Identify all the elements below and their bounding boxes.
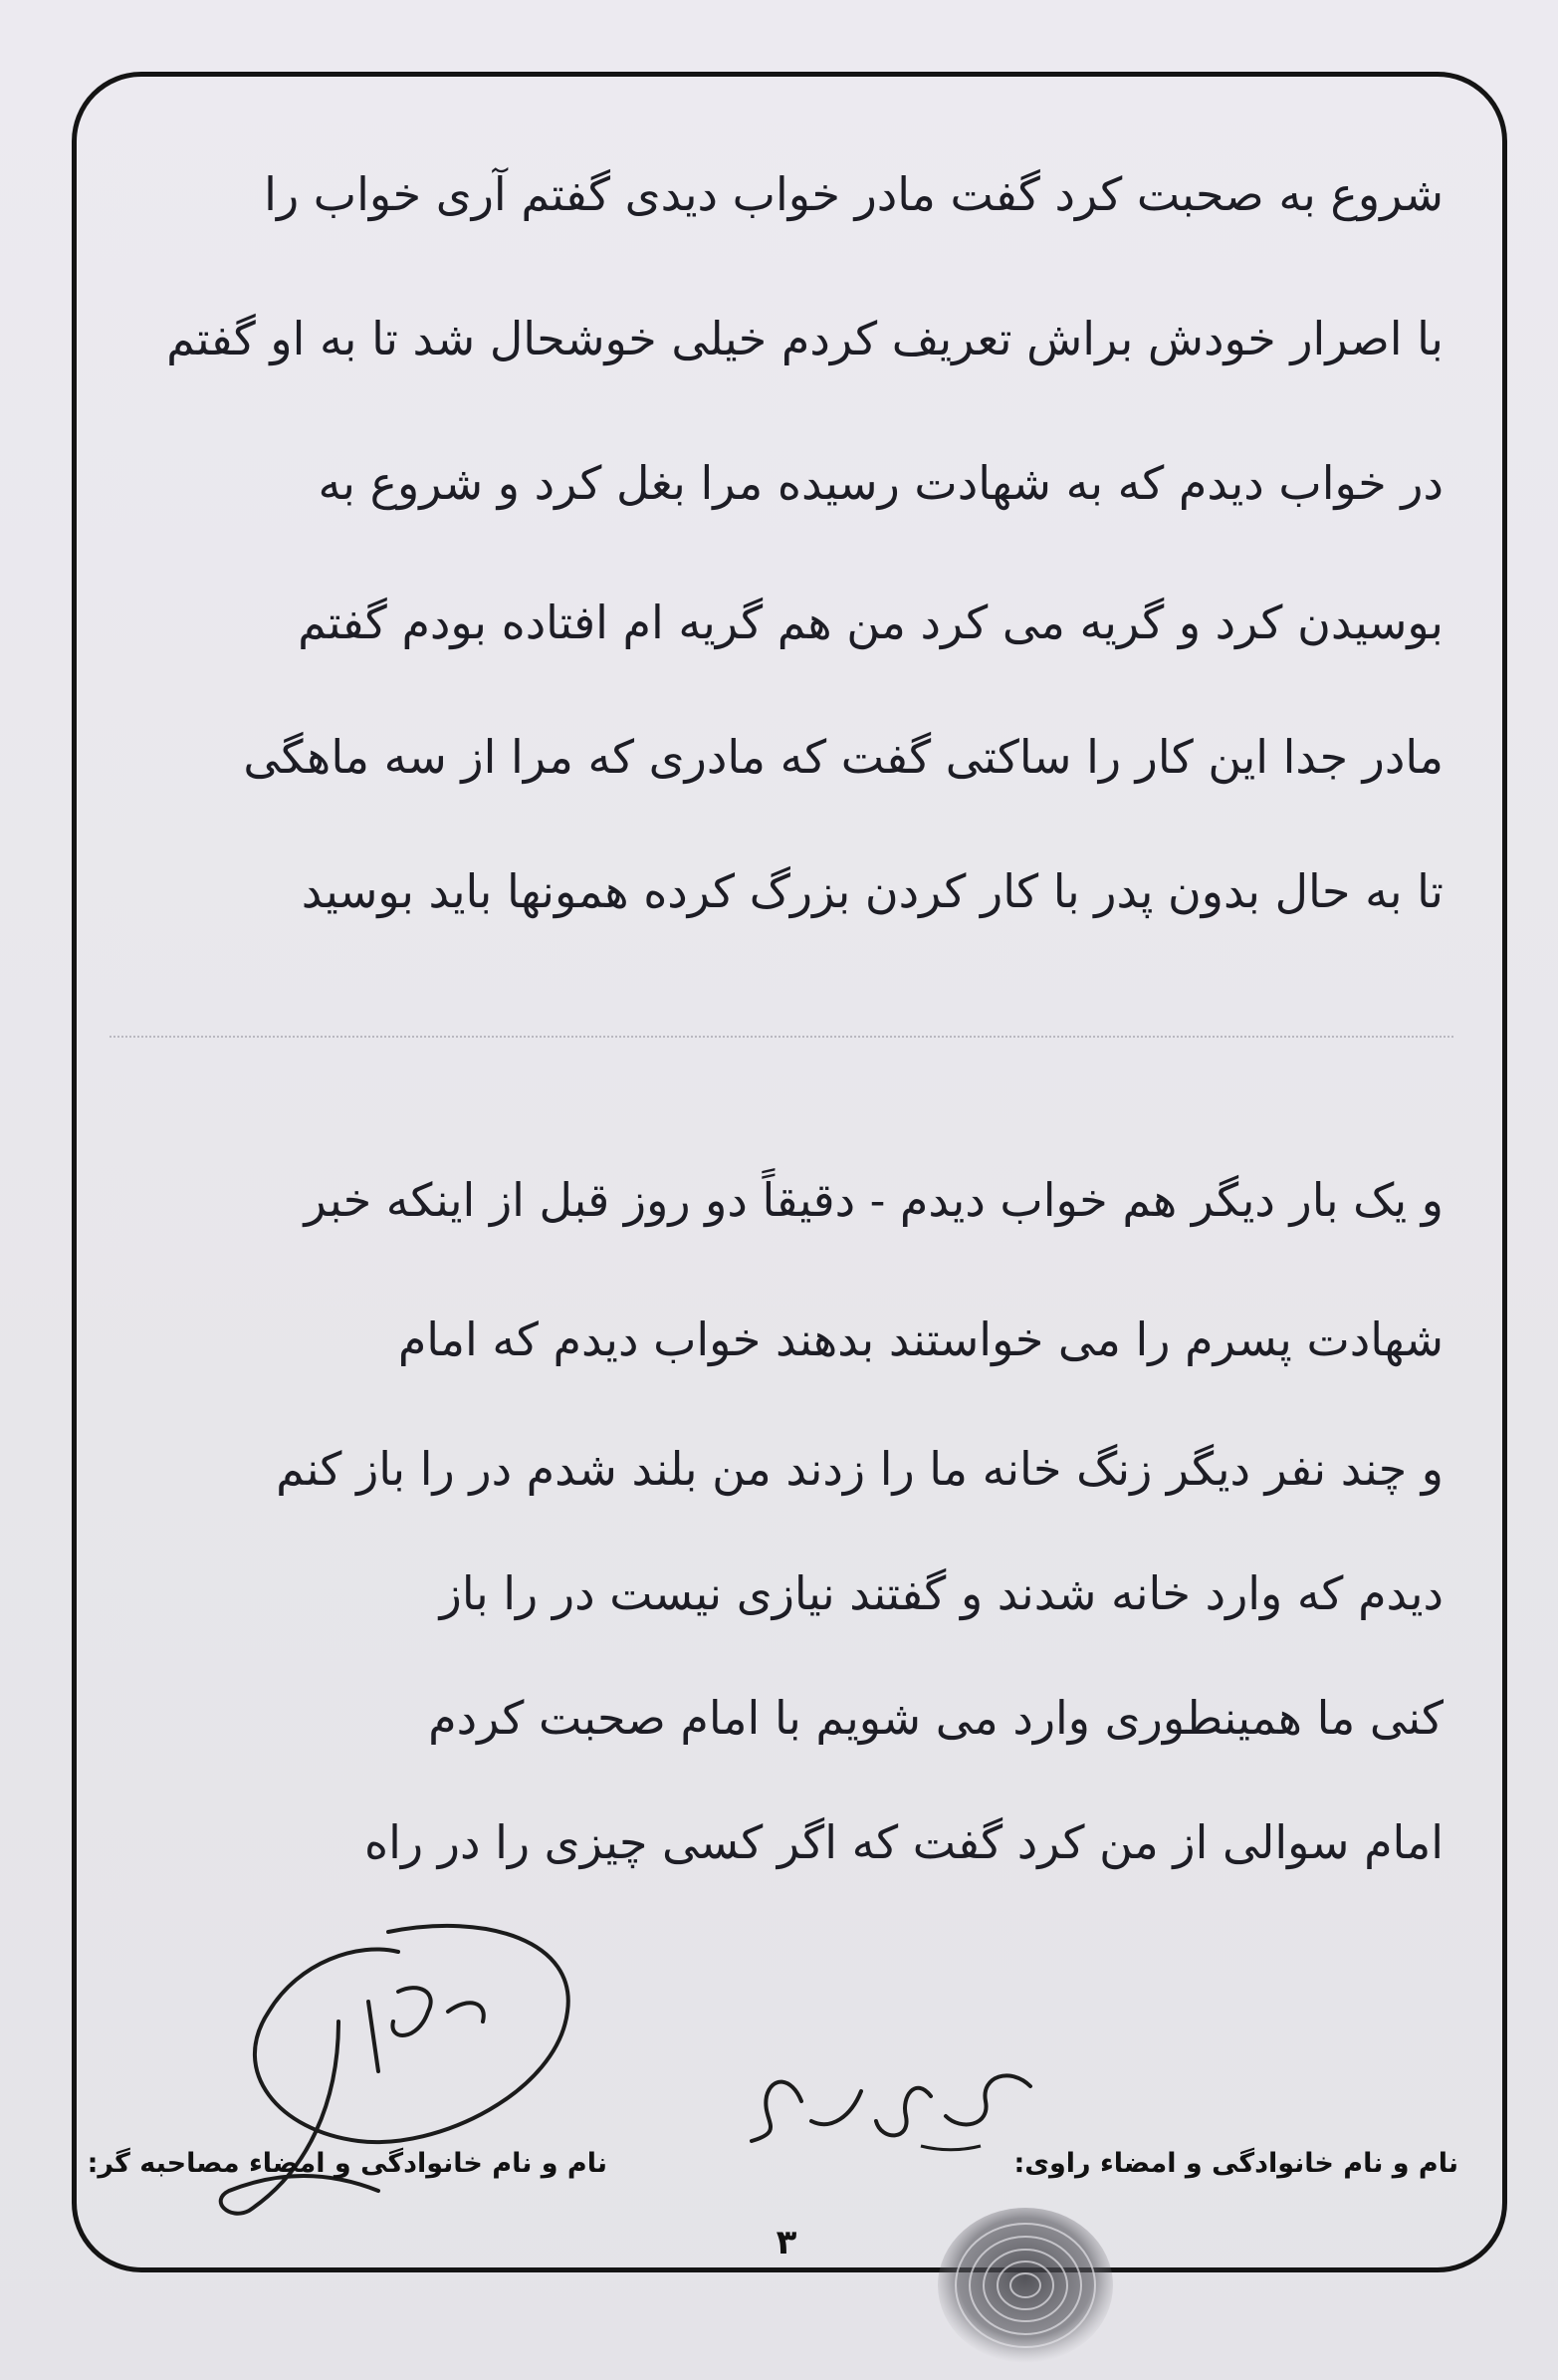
handwritten-line: و یک بار دیگر هم خواب دیدم - دقیقاً دو روز قبل از اینکه خبر [304, 1173, 1444, 1227]
handwritten-line: با اصرار خودش براش تعریف کردم خیلی خوشحال شد تا به او گفتم [166, 312, 1444, 365]
handwritten-line: در خواب دیدم که به شهادت رسیده مرا بغل کرد و شروع به [318, 456, 1444, 510]
narrator-signature-label: نام و نام خانوادگی و امضاء راوی: [1013, 2148, 1458, 2179]
handwritten-line: دیدم که وارد خانه شدند و گفتند نیازی نیست در را باز [439, 1566, 1444, 1620]
interviewer-signature-label: نام و نام خانوادگی و امضاء مصاحبه گر: [87, 2148, 607, 2179]
handwritten-line: و چند نفر دیگر زنگ خانه ما را زدند من بلند شدم در را باز کنم [276, 1442, 1444, 1496]
handwritten-line: مادر جدا این کار را ساکتی گفت که مادری که مرا از سه ماهگی [243, 730, 1444, 784]
handwritten-line: کنی ما همینطوری وارد می شویم با امام صحبت کردم [428, 1691, 1444, 1745]
dotted-rule [110, 1036, 1453, 1038]
handwritten-line: امام سوالی از من کرد گفت که اگر کسی چیزی را در راه [364, 1815, 1444, 1869]
handwritten-line: شروع به صحبت کرد گفت مادر خواب دیدی گفتم آری خواب را [264, 167, 1444, 221]
handwritten-line: بوسیدن کرد و گریه می کرد من هم گریه ام افتاده بودم گفتم [298, 595, 1444, 649]
handwritten-line: تا به حال بدون پدر با کار کردن بزرگ کرده همونها باید بوسید [301, 864, 1444, 918]
handwritten-line: شهادت پسرم را می خواستند بدهند خواب دیدم که امام [397, 1312, 1444, 1366]
page-number: ۳ [776, 2223, 797, 2262]
